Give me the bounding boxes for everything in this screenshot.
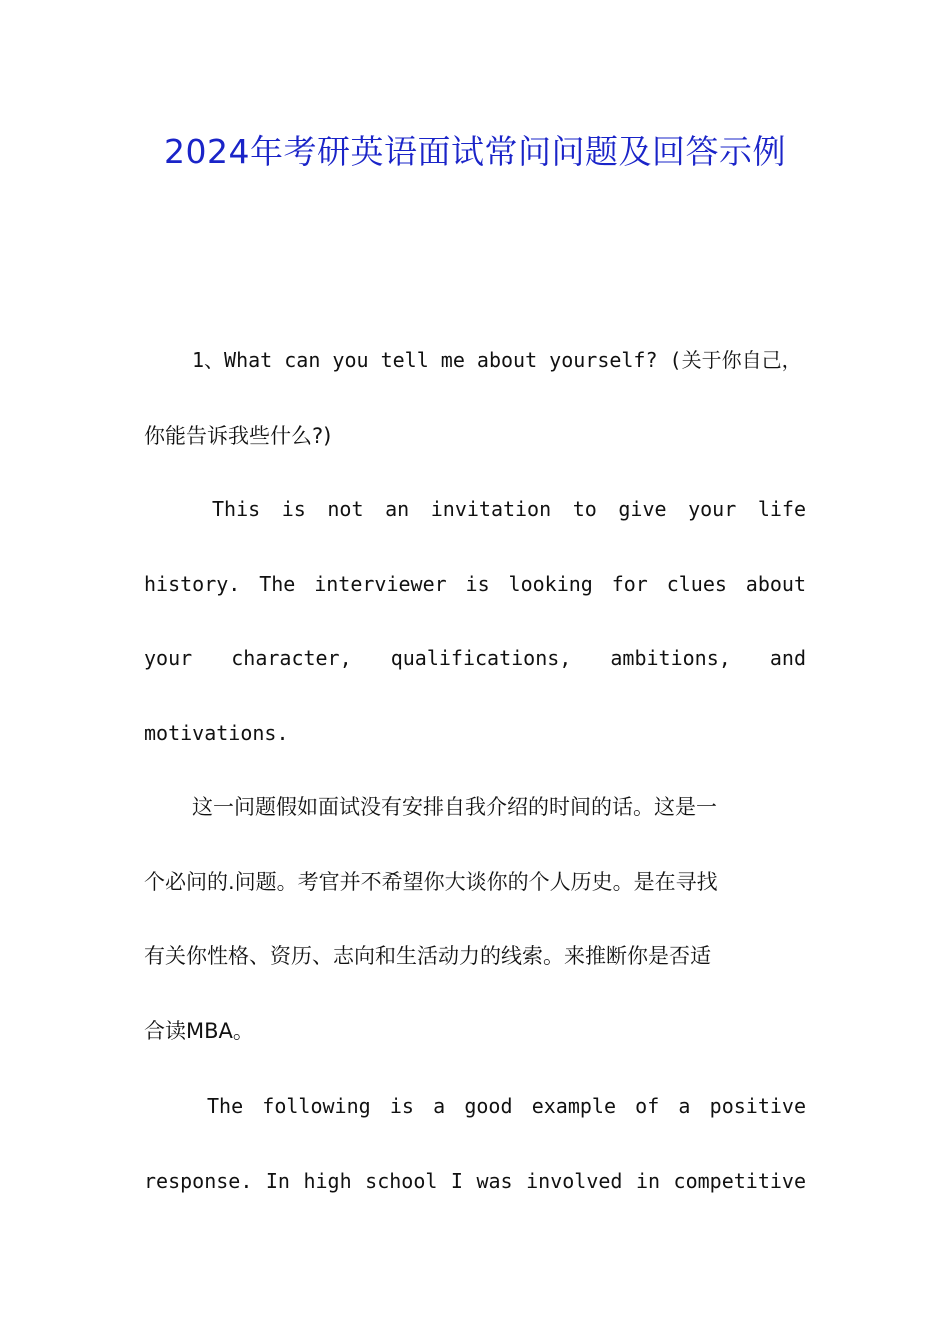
paragraph-line-en2-1: The following is a good example of a positive	[207, 1094, 806, 1118]
paragraph-line-zh-4: 合读MBA。	[144, 1019, 254, 1043]
paragraph-line-zh-2: 个必问的.问题。考官并不希望你大谈你的个人历史。是在寻找	[144, 870, 718, 894]
paragraph-line-q1-cont: 你能告诉我些什么?)	[144, 424, 332, 448]
paragraph-line-zh-1: 这一问题假如面试没有安排自我介绍的时间的话。这是一	[192, 795, 717, 819]
paragraph-line-en1-1: This is not an invitation to give your life	[212, 497, 806, 521]
paragraph-line-en1-2: history. The interviewer is looking for clues about	[144, 572, 806, 596]
paragraph-line-q1: 1、What can you tell me about yourself? (关于你自己，	[192, 348, 802, 372]
paragraph-line-en2-2: response. In high school I was involved in competitive	[144, 1169, 806, 1193]
document-title: 2024年考研英语面试常问问题及回答示例	[164, 132, 786, 171]
paragraph-line-en1-4: motivations.	[144, 721, 289, 745]
paragraph-line-en1-3: your character, qualifications, ambitions, and	[144, 646, 806, 670]
paragraph-line-zh-3: 有关你性格、资历、志向和生活动力的线索。来推断你是否适	[144, 944, 711, 968]
